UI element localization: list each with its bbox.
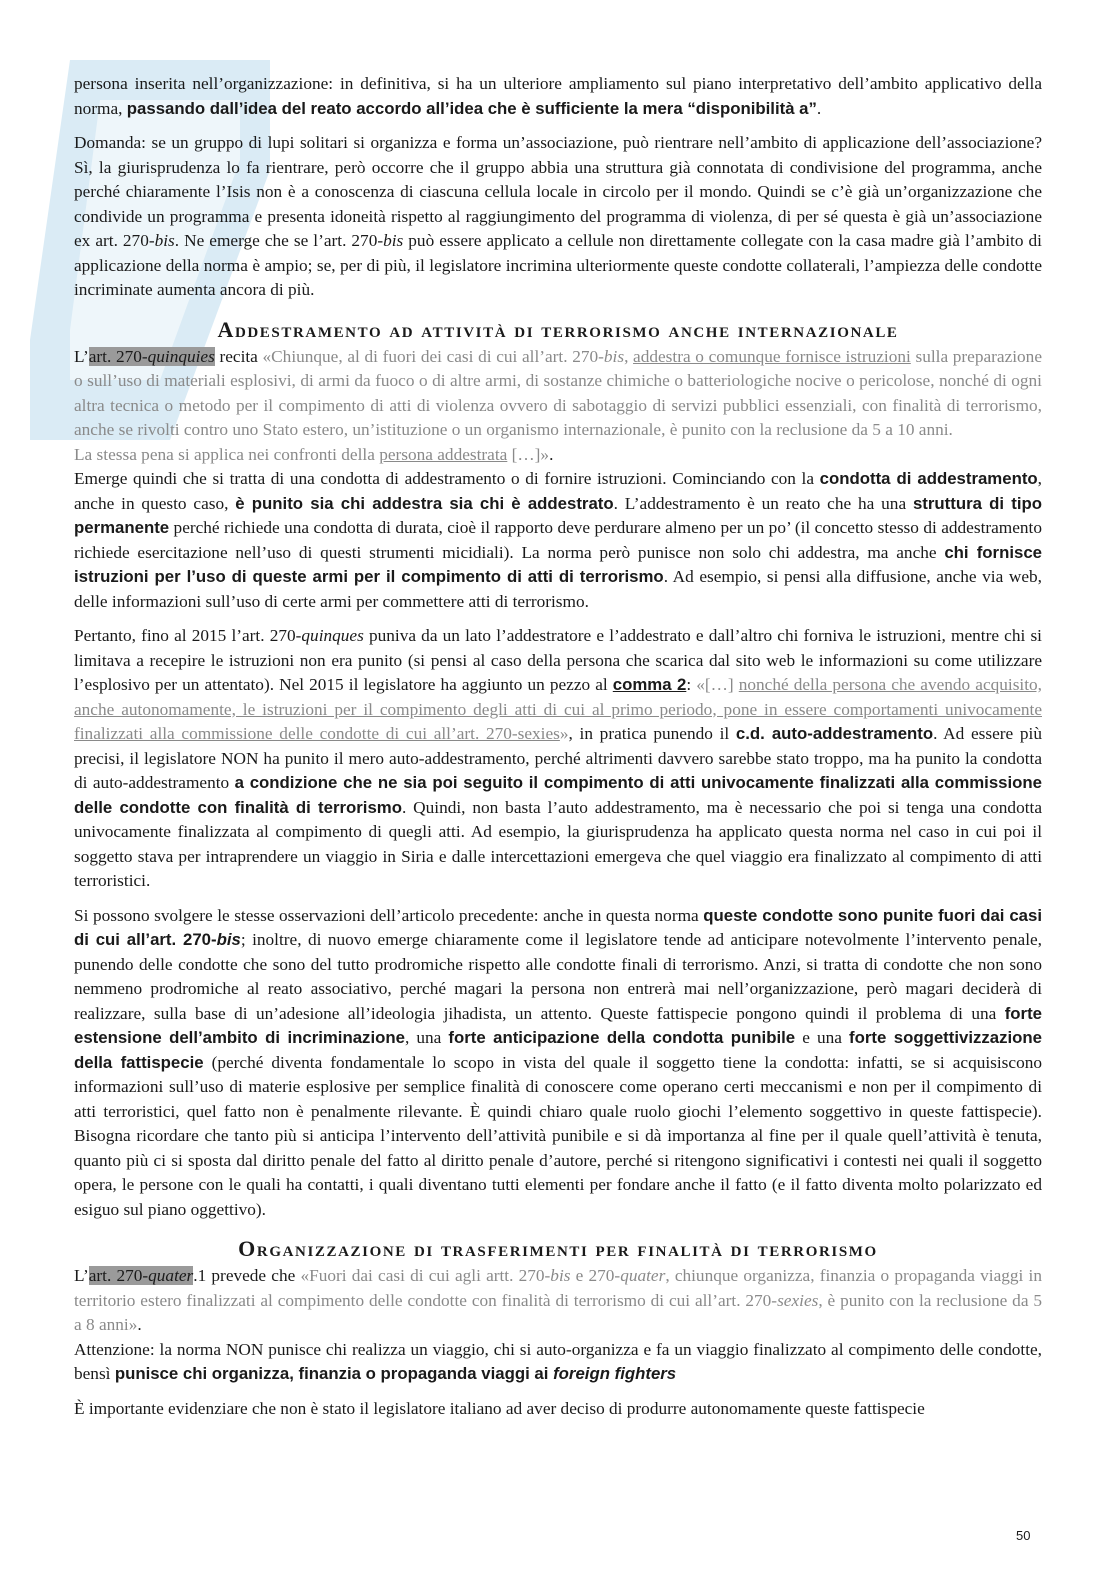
quoted-norm: «Fuori dai casi di cui agli artt. 270-bis e 270-quater, chiunque organizza, finanzia o propaganda viaggi in territorio estero finalizzati al compimento delle condotte con finalità di terrorismo di cui all’art. 270-sexies, è punito con la reclusione da 5 a 8 anni» (74, 1266, 1043, 1334)
paragraph-art-270-quater-1: L’art. 270-quater.1 prevede che «Fuori dai casi di cui agli artt. 270-bis e 270-quater, chiunque organizza, finanzia o propaganda viaggi in territorio estero finalizzati al compimento delle condotte con finalità di terrorismo di cui all’art. 270-sexies, è punito con la reclusione da 5 a 8 anni». (74, 1266, 1043, 1334)
section-heading-addestramento: Addestramento ad attività di terrorismo anche internazionale (217, 316, 899, 342)
paragraph-quoted-continuation: La stessa pena si applica nei confronti della persona addestrata […]». (74, 444, 554, 464)
paragraph-auto-addestramento: Pertanto, fino al 2015 l’art. 270-quinques puniva da un lato l’addestratore e l’addestrato e dall’altro chi forniva le istruzioni, mentre chi si limitava a recepire le istruzioni non era punito (si pensi al caso della persona che scarica dal sito web le informazioni su come utilizzare l’esplosivo per un attentato). Nel 2015 il legislatore ha aggiunto un pezzo al comma 2: «[…] nonché della persona che avendo acquisito, anche autonomamente, le istruzioni per il compimento degli atti di cui al primo periodo, pone in essere comportamenti univocamente finalizzati alla commissione delle condotte di cui all’art. 270-sexies», in pratica punendo il c.d. auto-addestramento. Ad essere più precisi, il legislatore NON ha punito il mero auto-addestramento, perché altrimenti davvero sarebbe stato troppo, ma ha punito la condotta di auto-addestramento a condizione che ne sia poi seguito il compimento di atti univocamente finalizzati alla commissione delle condotte con finalità di terrorismo. Quindi, non basta l’auto addestramento, ma è necessario che poi si tenga una condotta univocamente finalizzata al compimento di quegli atti. Ad esempio, la giurisprudenza ha applicato questa norma nel caso in cui poi il soggetto stava per intraprendere un viaggio in Siria e dalle intercettazioni emergeva che quel viaggio era finalizzato al compimento di atti terroristici. (74, 626, 1042, 890)
quoted-norm: «Chiunque, al di fuori dei casi di cui all’art. 270-bis, addestra o comunque fornisce istruzioni sulla preparazione o sull’uso di materiali esplosivi, di armi da fuoco o di altre armi, di sostanze chimiche o batteriologiche nocive o pericolose, nonché di ogni altra tecnica o metodo per il compimento di atti di violenza ovvero di sabotaggio di servizi pubblici essenziali, con finalità di terrorismo, anche se rivolti contro uno Stato estero, un’istituzione o un organismo internazionale, è punito con la reclusione da 5 a 10 anni. (74, 346, 1042, 439)
paragraph-attenzione: Attenzione: la norma NON punisce chi realizza un viaggio, chi si auto-organizza e fa un viaggio finalizzato al compimento delle condotte, bensì punisce chi organizza, finanzia o propaganda viaggi ai foreign fighters (74, 1339, 1042, 1383)
paragraph-2: Domanda: se un gruppo di lupi solitari si organizza e forma un’associazione, può rientrare nell’ambito di applicazione dell’associazione? Sì, la giurisprudenza lo fa rientrare, però occorre che il gruppo abbia una struttura già connotata di condivisione del programma, anche perché chiaramente l’Isis non è a conoscenza di ciascuna cellula locale in circolo per il mondo. Quindi se c’è già un’organizzazione che condivide un programma e presenta idoneità rispetto al raggiungimento del programma di violenza, di per sé questa è già un’associazione ex art. 270-bis. Ne emerge che se l’art. 270-bis può essere applicato a cellule non direttamente collegate con la casa madre già l’ambito di applicazione della norma è ampio; se, per di più, il legislatore incrimina ulteriormente queste condotte collaterali, l’ampiezza delle condotte incriminate aumenta ancora di più. (74, 133, 1042, 299)
paragraph-art-270-quinquies: L’art. 270-quinquies recita «Chiunque, al di fuori dei casi di cui all’art. 270-bis, addestra o comunque fornisce istruzioni sulla preparazione o sull’uso di materiali esplosivi, di armi da fuoco o di altre armi, di sostanze chimiche o batteriologiche nocive o pericolose, nonché di ogni altra tecnica o metodo per il compimento di atti di violenza ovvero di sabotaggio di servizi pubblici essenziali, con finalità di terrorismo, anche se rivolti contro uno Stato estero, un’istituzione o un organismo internazionale, è punito con la reclusione da 5 a 10 anni. (74, 346, 1042, 439)
highlight-article-ref: art. 270-quinquies (88, 346, 215, 366)
paragraph-addestramento-analysis: Emerge quindi che si tratta di una condotta di addestramento o di fornire istruzioni. Cominciando con la condotta di addestramento, anche in questo caso, è punito sia chi addestra sia chi è addestrato. L’addestramento è un reato che ha una struttura di tipo permanente perché richiede una condotta di durata, cioè il rapporto deve perdurare almeno per un po’ (il concetto stesso di addestramento richiede esercitazione nell’uso di questi strumenti micidiali). La norma però punisce non solo chi addestra, ma anche chi fornisce istruzioni per l’uso di queste armi per il compimento di atti di terrorismo. Ad esempio, si pensi alla diffusione, anche via web, delle informazioni sull’uso di certe armi per commettere atti di terrorismo. (74, 469, 1043, 611)
paragraph-final: È importante evidenziare che non è stato il legislatore italiano ad aver deciso di produrre autonomamente queste fattispecie (74, 1398, 925, 1418)
highlight-article-ref: art. 270-quater (88, 1266, 194, 1285)
page-number: 50 (1016, 1528, 1031, 1543)
paragraph-osservazioni: Si possono svolgere le stesse osservazioni dell’articolo precedente: anche in questa norma queste condotte sono punite fuori dai casi di cui all’art. 270-bis; inoltre, di nuovo emerge chiaramente come il legislatore tende ad anticipare notevolmente l’intervento penale, punendo delle condotte che sono del tutto prodromiche rispetto alle condotte finali di terrorismo. Anzi, si tratta di condotte che non sono nemmeno prodromiche al reato associativo, perché magari la persona non entrerà mai nell’organizzazione, però magari deciderà di realizzare, sulla base di un’adesione all’ideologia jihadista, un attento. Queste fattispecie pongono quindi il problema di una forte estensione dell’ambito di incriminazione, una forte anticipazione della condotta punibile e una forte soggettivizzazione della fattispecie (perché diventa fondamentale lo scopo in vista del quale il soggetto tiene la condotta: infatti, se si acquisiscono informazioni sull’uso di materie esplosive per semplice finalità di conoscere come operano certi meccanismi e non per il compimento di atti terroristici, quel fatto non è penalmente rilevante. È quindi chiaro quale ruolo giochi l’elemento soggettivo in queste fattispecie). Bisogna ricordare che tanto più si anticipa l’intervento dell’attività punibile e si dà importanza al fine per il quale quell’attività è tenuta, quanto più ci si sposta dal diritto penale del fatto al diritto penale d’autore, perché si ritengono significativi i contesti nei quali il soggetto opera, le persone con le quali ha contatti, i quali diventano tutti elementi per fondare anche il fatto (e il fatto diventa molto polarizzato ed esiguo sul piano oggettivo). (74, 905, 1042, 1219)
document-page (74, 72, 1042, 1431)
section-heading-trasferimenti: Organizzazione di trasferimenti per finalità di terrorismo (238, 1236, 878, 1261)
paragraph-1: persona inserita nell’organizzazione: in definitiva, si ha un ulteriore ampliamento sul piano interpretativo dell’ambito applicativo della norma, passando dall’idea del reato accordo all’idea che è sufficiente la mera “disponibilità a”. (74, 74, 1042, 118)
